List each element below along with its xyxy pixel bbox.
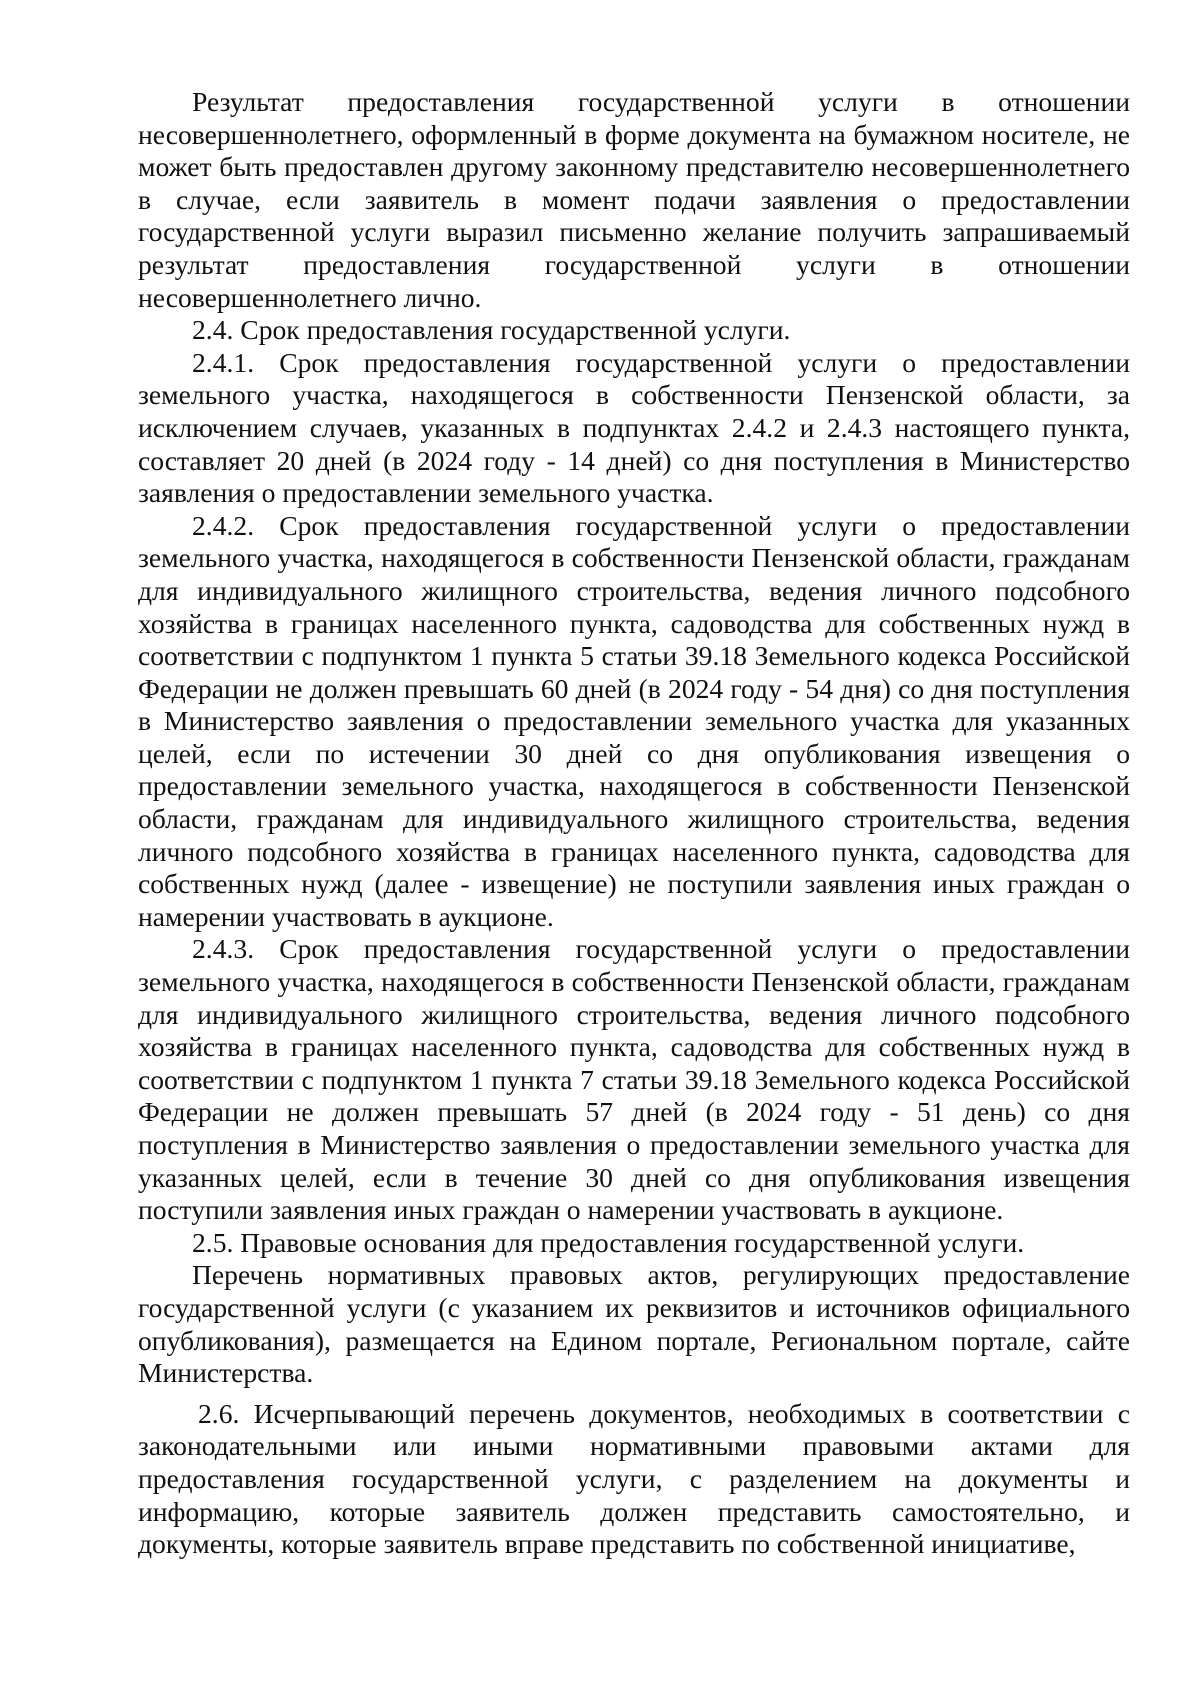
heading-2-4: 2.4. Срок предоставления государственной услуги. <box>192 314 791 346</box>
paragraph-2-4-2: 2.4.2. Срок предоставления государственной услуги о предоставлении земельного участка, находящегося в собственности Пензенской области, гражданам для индивидуального жилищного строительства, ведения личного подсобного хозяйства в границах населенного пункта, садоводства для собственных нужд в соответствии с подпунктом 1 пункта 5 статьи 39.18 Земельного кодекса Российской Федерации не должен превышать 60 дней (в 2024 году - 54 дня) со дня поступления в Министерство заявления о предоставлении земельного участка для указанных целей, если по истечении 30 дней со дня опубликования извещения о предоставлении земельного участка, находящегося в собственности Пензенской области, гражданам для индивидуального жилищного строительства, ведения личного подсобного хозяйства в границах населенного пункта, садоводства для собственных нужд (далее - извещение) не поступили заявления иных граждан о намерении участвовать в аукционе. <box>138 509 1130 932</box>
paragraph-2-4-3: 2.4.3. Срок предоставления государственной услуги о предоставлении земельного участка, находящегося в собственности Пензенской области, гражданам для индивидуального жилищного строительства, ведения личного подсобного хозяйства в границах населенного пункта, садоводства для собственных нужд в соответствии с подпунктом 1 пункта 7 статьи 39.18 Земельного кодекса Российской Федерации не должен превышать 57 дней (в 2024 году - 51 день) со дня поступления в Министерство заявления о предоставлении земельного участка для указанных целей, если в течение 30 дней со дня опубликования извещения поступили заявления иных граждан о намерении участвовать в аукционе. <box>138 933 1130 1226</box>
paragraph-legal-acts: Перечень нормативных правовых актов, регулирующих предоставление государственной услуги (с указанием их реквизитов и источников официального опубликования), размещается на Едином портале, Региональном портале, сайте Министерства. <box>138 1259 1130 1389</box>
document-page <box>138 86 1130 1561</box>
paragraph-result-minor: Результат предоставления государственной услуги в отношении несовершеннолетнего, оформленный в форме документа на бумажном носителе, не может быть предоставлен другому законному представителю несовершеннолетнего в случае, если заявитель в момент подачи заявления о предоставлении государственной услуги выразил письменно желание получить запрашиваемый результат предоставления государственной услуги в отношении несовершеннолетнего лично. <box>138 86 1130 313</box>
paragraph-2-4-1: 2.4.1. Срок предоставления государственной услуги о предоставлении земельного участка, находящегося в собственности Пензенской области, за исключением случаев, указанных в подпунктах 2.4.2 и 2.4.3 настоящего пункта, составляет 20 дней (в 2024 году - 14 дней) со дня поступления в Министерство заявления о предоставлении земельного участка. <box>138 346 1130 509</box>
heading-2-5: 2.5. Правовые основания для предоставления государственной услуги. <box>192 1226 1025 1258</box>
paragraph-2-6: 2.6. Исчерпывающий перечень документов, необходимых в соответствии с законодательными или иными нормативными правовыми актами для предоставления государственной услуги, с разделением на документы и информацию, которые заявитель должен представить самостоятельно, и документы, которые заявитель вправе представить по собственной инициативе, <box>138 1397 1130 1560</box>
